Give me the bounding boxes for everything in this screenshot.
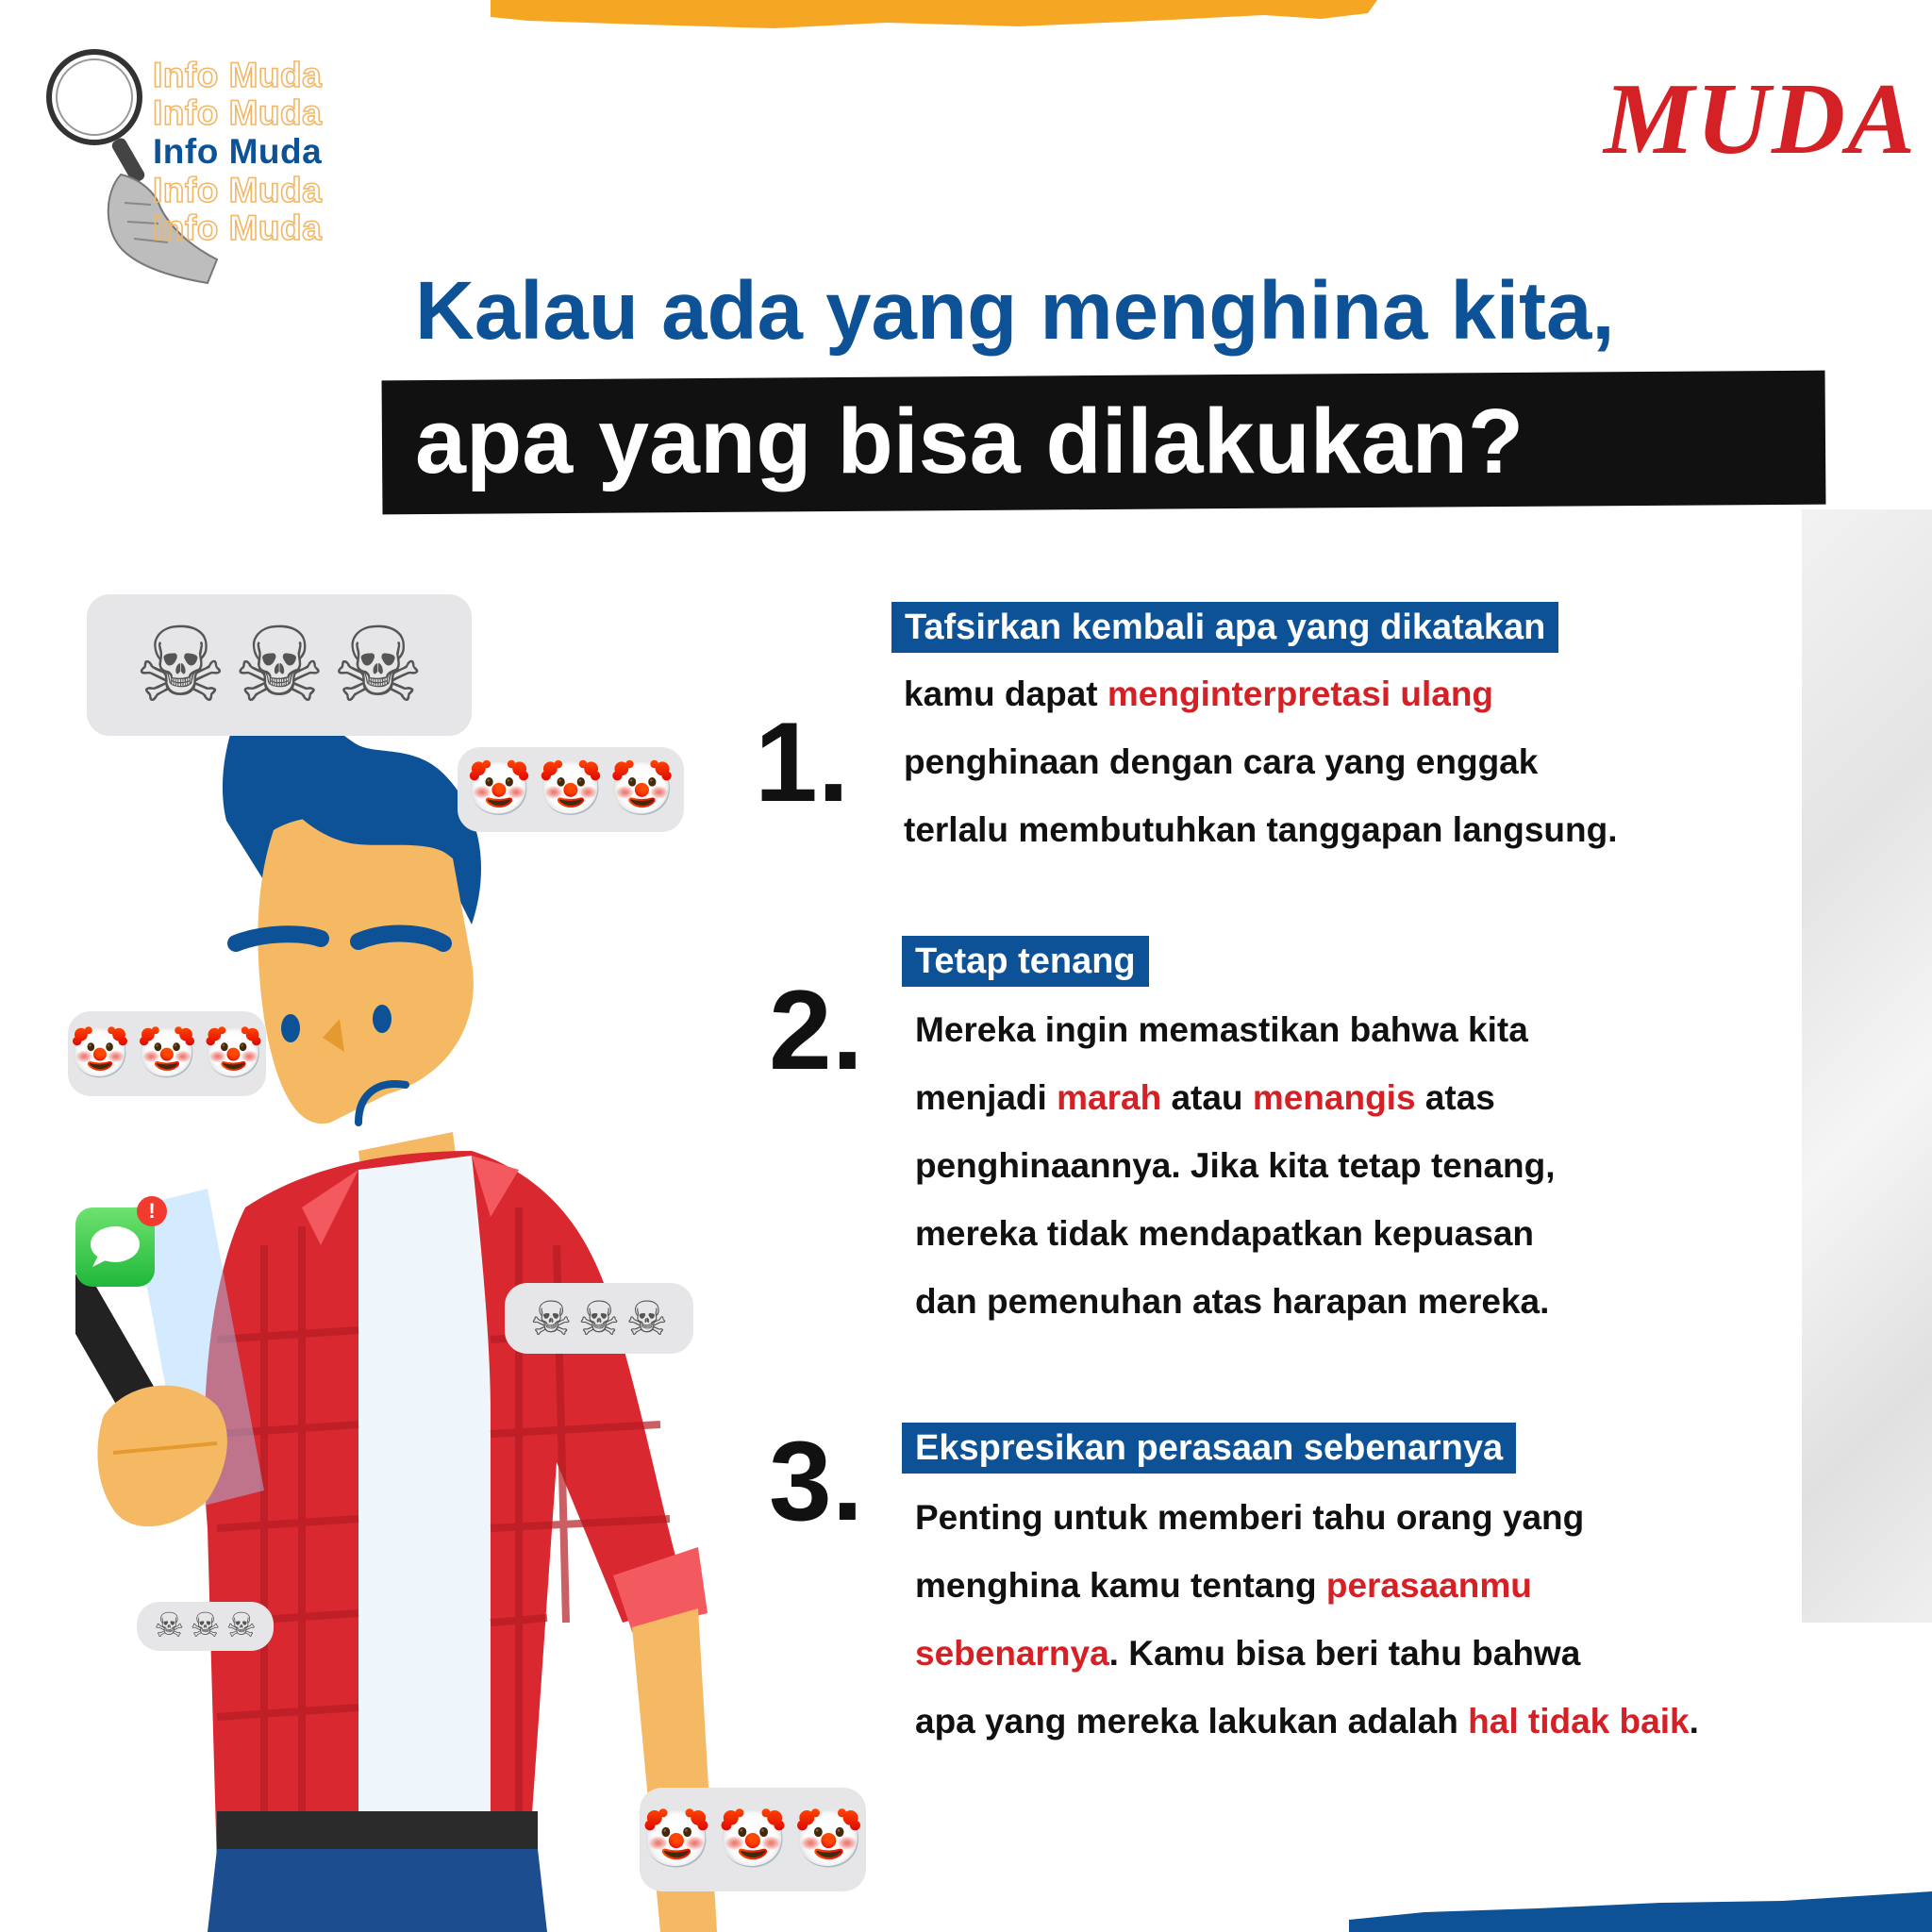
clown-emoji-icon: 🤡: [136, 1025, 198, 1082]
orange-paint-stroke: [491, 0, 1377, 38]
step-body-line: [915, 1064, 1556, 1132]
skull-emoji-icon: ☠: [529, 1291, 573, 1346]
step-2-body: [915, 996, 1556, 1336]
skull-emoji-icon: ☠: [625, 1291, 669, 1346]
step-body-line: [915, 1552, 1699, 1620]
title-line-2: apa yang bisa dilakukan?: [415, 390, 1524, 492]
clown-message-bubble: [640, 1788, 866, 1891]
step-body-line: [915, 1620, 1699, 1688]
skull-emoji-icon: ☠: [331, 605, 425, 725]
skull-message-bubble: [505, 1283, 693, 1354]
clown-message-bubble: [458, 747, 684, 832]
clown-emoji-icon: 🤡: [608, 758, 675, 820]
clown-message-bubble: [68, 1011, 266, 1096]
step-body-line: [915, 1484, 1699, 1552]
step-3-body: [915, 1484, 1699, 1756]
skull-emoji-icon: ☠: [154, 1607, 185, 1645]
chat-bubble-icon: [87, 1224, 143, 1271]
step-body-line: [915, 996, 1556, 1064]
step-body-line: [915, 1132, 1556, 1200]
body-text-segment: atas: [1415, 1078, 1495, 1117]
muda-logo: MUDA: [1604, 63, 1918, 175]
step-body-line: [915, 1268, 1556, 1336]
highlighted-phrase: hal tidak baik: [1468, 1702, 1690, 1740]
step-2-number: 2.: [769, 967, 864, 1093]
info-muda-outline-4: Info Muda: [153, 208, 323, 247]
step-body-line: [904, 660, 1618, 728]
info-muda-outline-3: Info Muda: [153, 171, 323, 209]
body-text-segment: mereka tidak mendapatkan kepuasan: [915, 1214, 1535, 1253]
skull-message-bubble: [87, 594, 472, 736]
skull-emoji-icon: ☠: [577, 1291, 621, 1346]
body-text-segment: menghina kamu tentang: [915, 1566, 1326, 1605]
clown-emoji-icon: 🤡: [538, 758, 604, 820]
step-3-heading: Ekspresikan perasaan sebenarnya: [902, 1423, 1516, 1474]
body-text-segment: Mereka ingin memastikan bahwa kita: [915, 1010, 1528, 1049]
body-text-segment: penghinaannya. Jika kita tetap tenang,: [915, 1146, 1556, 1185]
blue-paint-stroke: [1349, 1891, 1932, 1932]
step-3-number: 3.: [769, 1418, 864, 1544]
step-1-heading: Tafsirkan kembali apa yang dikatakan: [891, 602, 1558, 653]
step-body-line: [915, 1200, 1556, 1268]
step-body-line: [904, 728, 1618, 796]
skull-emoji-icon: ☠: [232, 605, 326, 725]
body-text-segment: . Kamu bisa beri tahu bahwa: [1108, 1634, 1581, 1673]
step-2-heading: Tetap tenang: [902, 936, 1149, 987]
body-text-segment: dan pemenuhan atas harapan mereka.: [915, 1282, 1550, 1321]
clown-emoji-icon: 🤡: [717, 1807, 789, 1873]
crumpled-paper-texture: [1802, 509, 1932, 1623]
clown-emoji-icon: 🤡: [641, 1807, 712, 1873]
notification-badge: !: [137, 1196, 167, 1226]
body-text-segment: apa yang mereka lakukan adalah: [915, 1702, 1469, 1740]
highlighted-phrase: sebenarnya: [915, 1634, 1109, 1673]
clown-emoji-icon: 🤡: [69, 1025, 131, 1082]
body-text-segment: atau: [1161, 1078, 1253, 1117]
info-muda-outline-1: Info Muda: [153, 56, 323, 94]
skull-message-bubble: [137, 1602, 274, 1651]
body-text-segment: terlalu membutuhkan tanggapan langsung.: [904, 810, 1618, 849]
step-body-line: [915, 1688, 1699, 1756]
skull-emoji-icon: ☠: [225, 1607, 257, 1645]
title-line-1: Kalau ada yang menghina kita,: [415, 265, 1615, 357]
body-text-segment: .: [1689, 1702, 1699, 1740]
clown-emoji-icon: 🤡: [466, 758, 533, 820]
body-text-segment: kamu dapat: [904, 675, 1108, 713]
info-muda-outline-2: Info Muda: [153, 93, 323, 132]
clown-emoji-icon: 🤡: [203, 1025, 265, 1082]
clown-emoji-icon: 🤡: [793, 1807, 865, 1873]
highlighted-phrase: marah: [1057, 1078, 1162, 1117]
skull-emoji-icon: ☠: [134, 605, 227, 725]
highlighted-phrase: menangis: [1252, 1078, 1416, 1117]
step-1-body: [904, 660, 1618, 864]
body-text-segment: Penting untuk memberi tahu orang yang: [915, 1498, 1585, 1537]
step-body-line: [904, 796, 1618, 864]
info-muda-label: Info Muda: [153, 132, 323, 171]
highlighted-phrase: menginterpretasi ulang: [1107, 675, 1494, 713]
body-text-segment: penghinaan dengan cara yang enggak: [904, 742, 1539, 781]
skull-emoji-icon: ☠: [190, 1607, 221, 1645]
step-1-number: 1.: [755, 699, 850, 825]
body-text-segment: menjadi: [915, 1078, 1058, 1117]
highlighted-phrase: perasaanmu: [1325, 1566, 1532, 1605]
